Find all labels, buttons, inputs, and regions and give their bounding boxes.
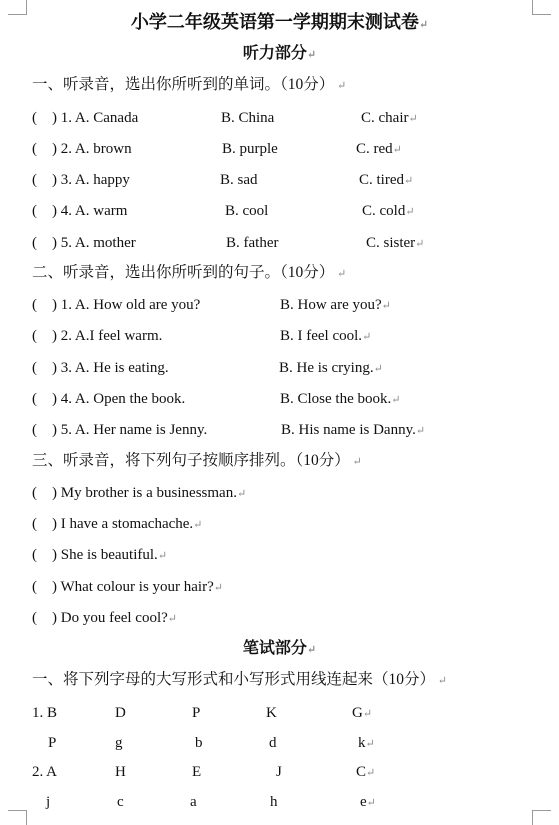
option-b: B. His name is Danny.↵ [281,422,426,438]
letter: G↵ [352,705,373,721]
letter: J [276,764,282,780]
letter: 2. A [32,764,58,780]
part3-item: ( ) What colour is your hair?↵ [32,579,223,595]
option-c: C. sister↵ [366,235,425,251]
option-b: B. sad [220,172,258,188]
part3-item: ( ) My brother is a businessman.↵ [32,485,247,501]
option-a: ( ) 4. A. Open the book. [32,391,186,407]
letter: a [190,794,197,810]
part3-item: ( ) I have a stomachache.↵ [32,516,203,532]
option-a: ( ) 1. A. How old are you? [32,297,201,313]
letter: k↵ [358,735,375,751]
letter: b [195,735,203,751]
option-a: ( ) 4. A. warm [32,203,128,219]
option-a: ( ) 5. A. Her name is Jenny. [32,422,208,438]
part3-item: ( ) Do you feel cool?↵ [32,610,178,626]
letter: E [192,764,202,780]
option-a: ( ) 5. A. mother [32,235,136,251]
part2-heading: 二、听录音，选出你所听到的句子。（10分） ↵ [32,264,347,281]
option-b: B. cool [225,203,269,219]
option-b: B. How are you?↵ [280,297,391,313]
part1-heading: 一、听录音，选出你所听到的单词。（10分） ↵ [32,76,347,93]
option-a: ( ) 3. A. happy [32,172,130,188]
letter: e↵ [360,794,376,810]
option-a: ( ) 1. A. Canada [32,110,139,126]
part3-item: ( ) She is beautiful.↵ [32,547,168,563]
option-a: ( ) 3. A. He is eating. [32,360,169,376]
option-c: C. red↵ [356,141,402,157]
option-b: B. purple [222,141,278,157]
letter: d [269,735,277,751]
option-b: B. China [221,110,275,126]
option-b: B. father [226,235,279,251]
option-b: B. He is crying.↵ [279,360,383,376]
letter: D [115,705,126,721]
page-corner-mark [8,810,27,825]
option-c: C. tired↵ [359,172,414,188]
part3-heading: 三、听录音，将下列句子按顺序排列。（10分） ↵ [32,452,362,469]
letter: h [270,794,278,810]
option-a: ( ) 2. A.I feel warm. [32,328,163,344]
written1-heading: 一、将下列字母的大写形式和小写形式用线连起来（10分） ↵ [32,671,447,688]
letter: H [115,764,126,780]
option-b: B. I feel cool.↵ [280,328,372,344]
letter: j [46,794,51,810]
exam-title: 小学二年级英语第一学期期末测试卷↵ [130,12,429,32]
option-a: ( ) 2. A. brown [32,141,132,157]
letter: 1. B [32,705,58,721]
option-c: C. cold↵ [362,203,415,219]
letter: C↵ [356,764,376,780]
letter: K [266,705,277,721]
option-b: B. Close the book.↵ [280,391,401,407]
letter: c [117,794,124,810]
letter: P [48,735,57,751]
option-c: C. chair↵ [361,110,418,126]
page-corner-mark [532,810,551,825]
letter: g [115,735,123,751]
listening-heading: 听力部分↵ [242,45,317,62]
writing-heading: 笔试部分↵ [242,640,317,657]
letter: P [192,705,201,721]
